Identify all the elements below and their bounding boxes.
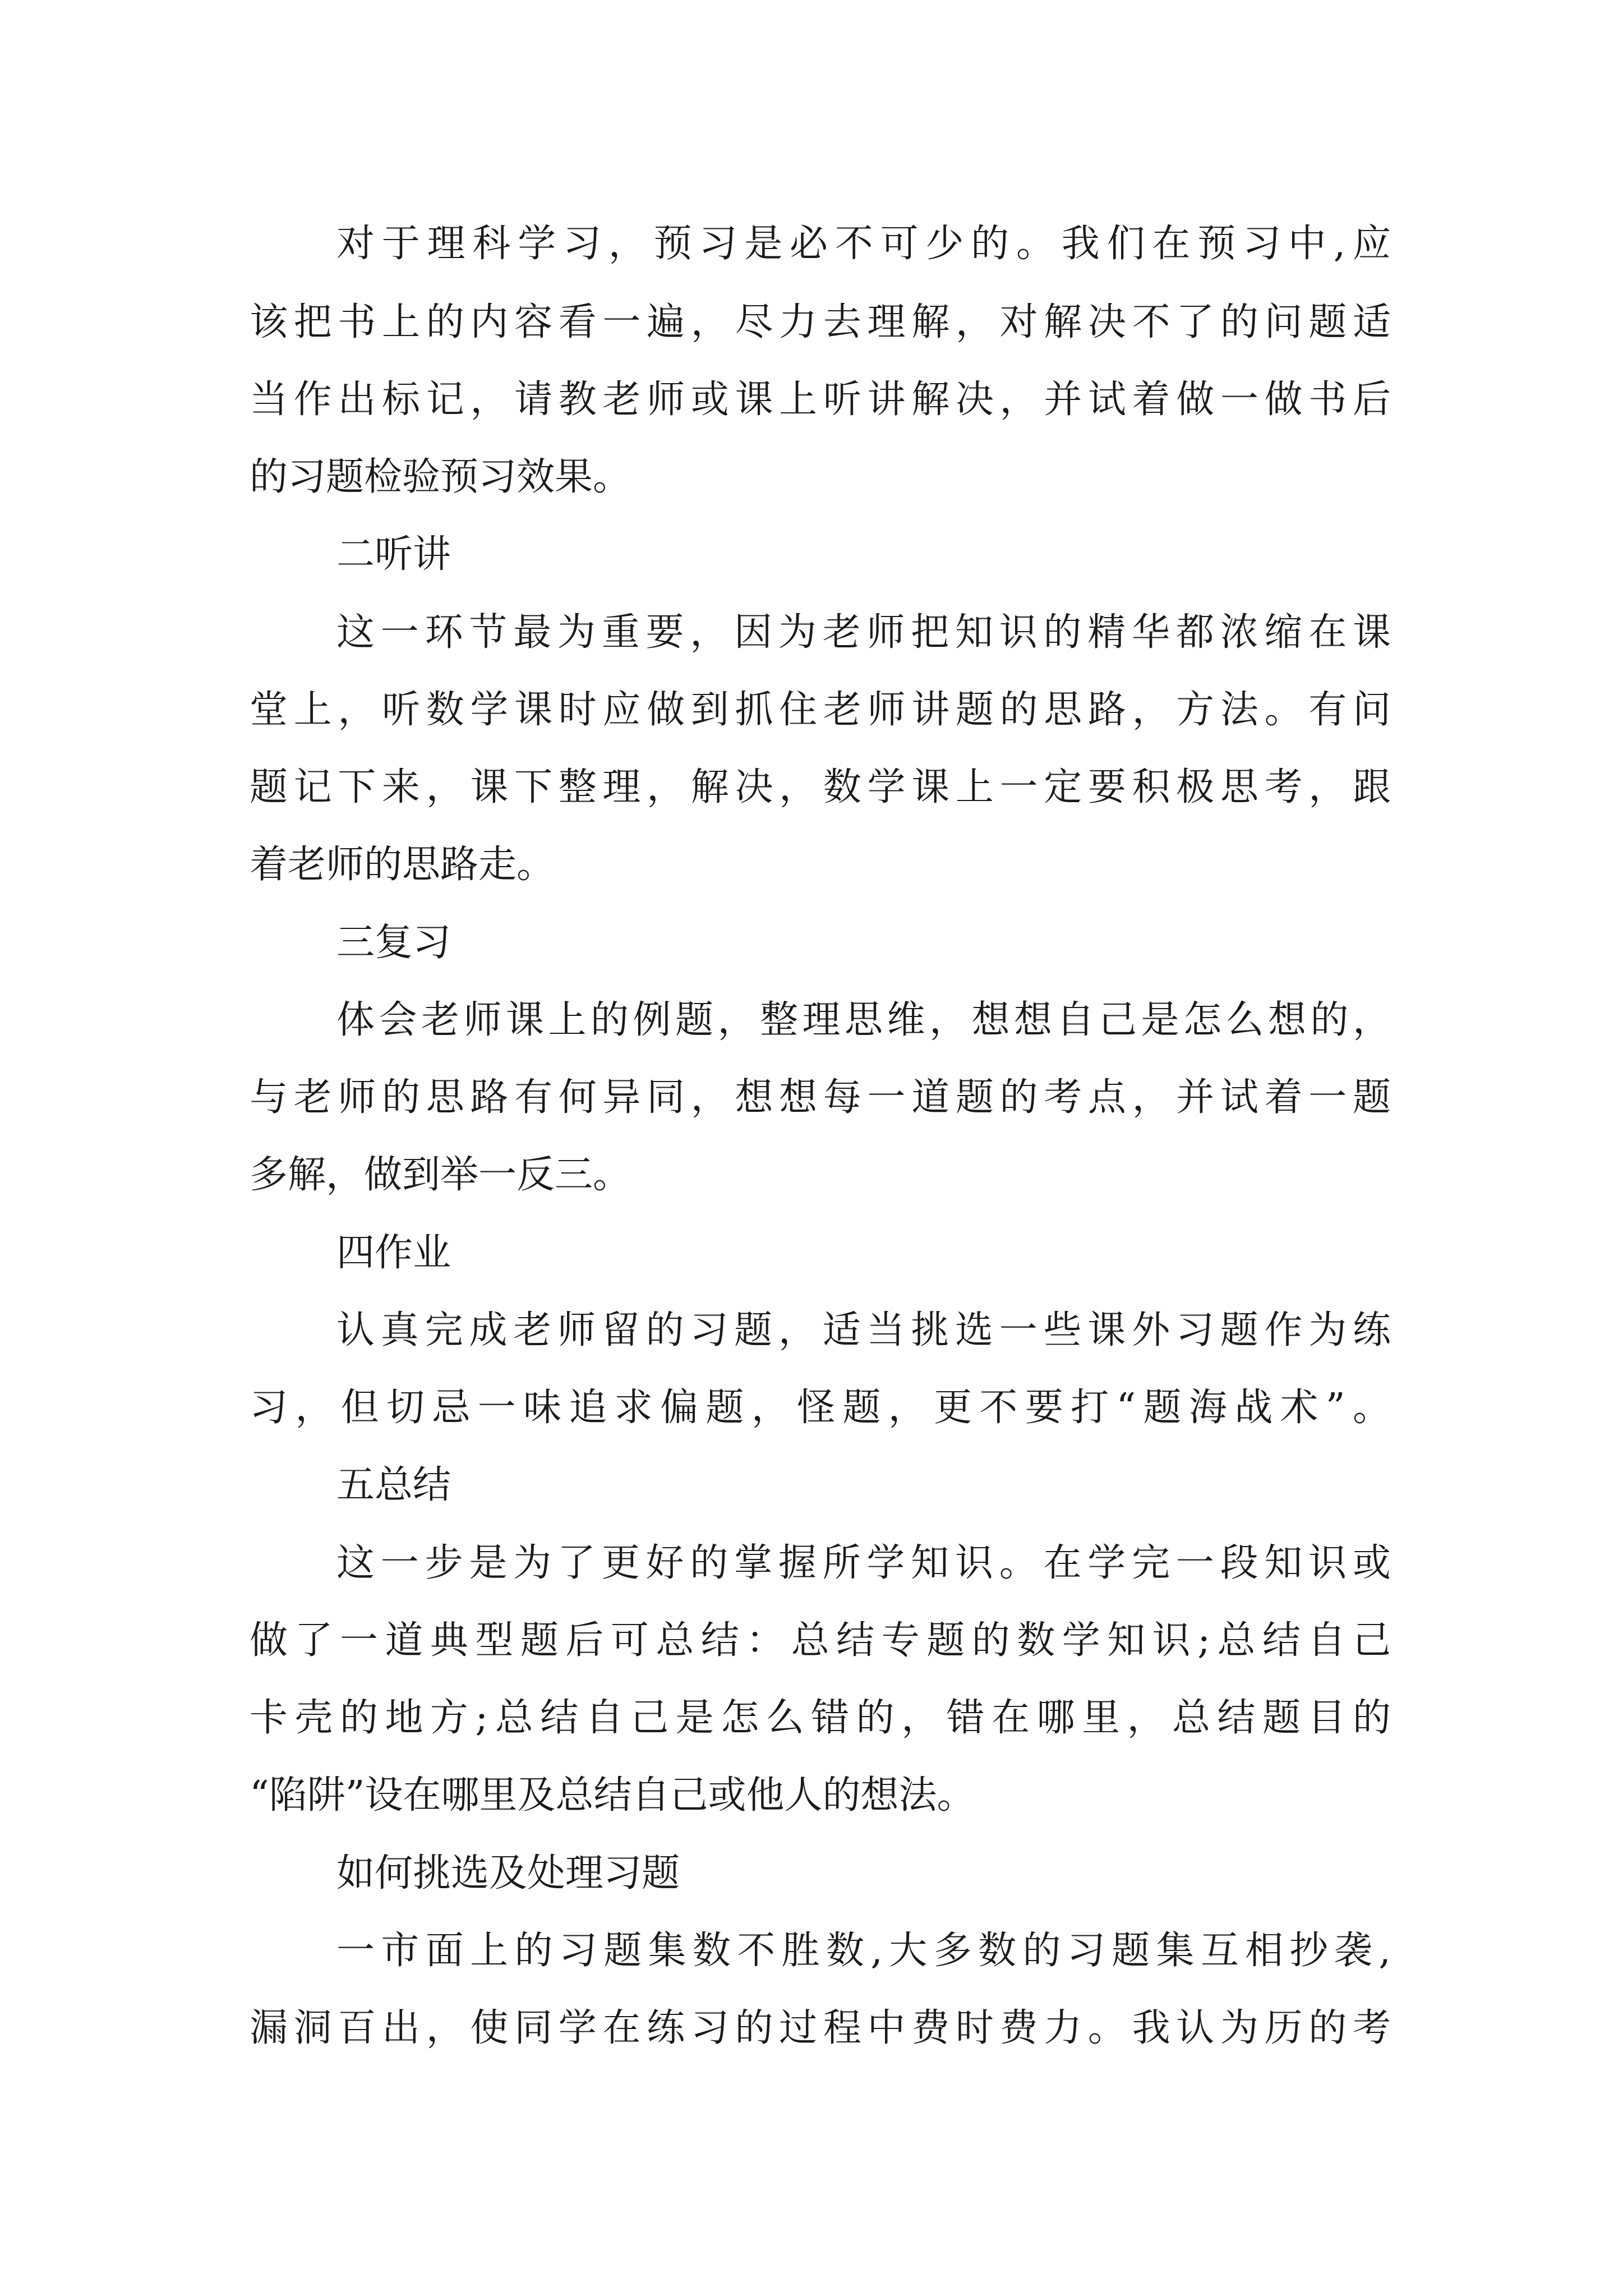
paragraph-line: 当作出标记，请教老师或课上听讲解决，并试着做一做书后 — [250, 378, 1391, 422]
paragraph-line: “陷阱”设在哪里及总结自己或他人的想法。 — [250, 1773, 975, 1818]
paragraph-line: 该把书上的内容看一遍，尽力去理解，对解决不了的问题适 — [250, 300, 1391, 344]
paragraph-line: 堂上，听数学课时应做到抓住老师讲题的思路，方法。有问 — [250, 688, 1391, 732]
paragraph-line: 体会老师课上的例题，整理思维，想想自己是怎么想的， — [336, 998, 1391, 1042]
section-heading: 四作业 — [336, 1231, 451, 1275]
section-heading: 五总结 — [336, 1463, 451, 1507]
paragraph-line: 题记下来，课下整理，解决，数学课上一定要积极思考，跟 — [250, 765, 1391, 809]
paragraph-line: 认真完成老师留的习题，适当挑选一些课外习题作为练 — [336, 1308, 1391, 1352]
section-heading: 三复习 — [336, 921, 451, 965]
paragraph-line: 的习题检验预习效果。 — [250, 455, 631, 499]
paragraph-line: 多解，做到举一反三。 — [250, 1153, 631, 1197]
paragraph-line: 习，但切忌一味追求偏题，怪题，更不要打“题海战术”。 — [250, 1386, 1391, 1430]
section-heading: 二听讲 — [336, 532, 451, 577]
paragraph-line: 与老师的思路有何异同，想想每一道题的考点，并试着一题 — [250, 1075, 1391, 1120]
paragraph-line: 着老师的思路走。 — [250, 843, 555, 887]
paragraph-line: 对于理科学习，预习是必不可少的。我们在预习中,应 — [336, 222, 1391, 266]
paragraph-line: 这一环节最为重要，因为老师把知识的精华都浓缩在课 — [336, 610, 1391, 655]
paragraph-line: 卡壳的地方;总结自己是怎么错的，错在哪里，总结题目的 — [250, 1696, 1391, 1740]
paragraph-line: 这一步是为了更好的掌握所学知识。在学完一段知识或 — [336, 1541, 1391, 1585]
paragraph-line: 漏洞百出，使同学在练习的过程中费时费力。我认为历的考 — [250, 2006, 1391, 2050]
section-heading: 如何挑选及处理习题 — [336, 1851, 680, 1895]
paragraph-line: 做了一道典型题后可总结：总结专题的数学知识;总结自己 — [250, 1618, 1391, 1663]
paragraph-line: 一市面上的习题集数不胜数,大多数的习题集互相抄袭, — [336, 1929, 1391, 1973]
